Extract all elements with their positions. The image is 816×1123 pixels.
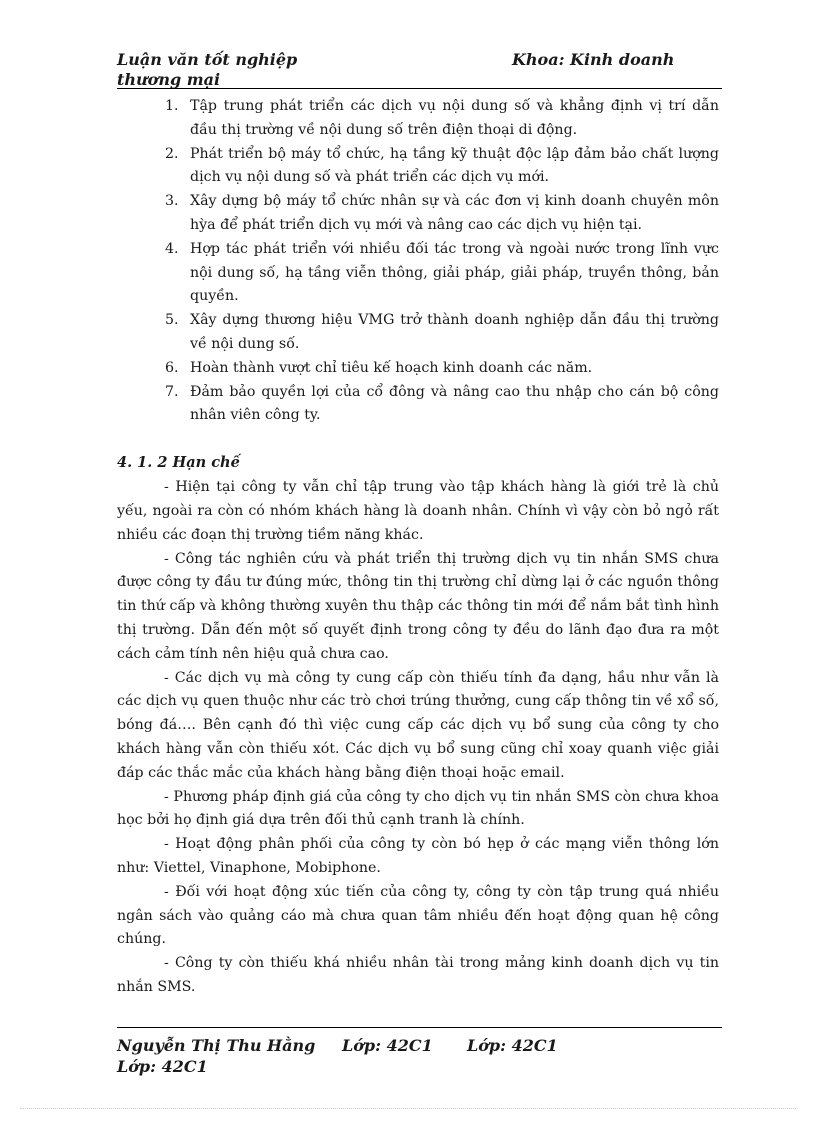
list-item — [165, 309, 719, 357]
header-title-line2: thương mại — [117, 70, 221, 89]
footer-rule — [117, 1027, 722, 1028]
list-item-number: 2. — [165, 145, 179, 162]
list-item-text: Phát triển bộ máy tổ chức, hạ tầng kỹ thuật độc lập đảm bảo chất lượng dịch vụ nội dung số và phát triển các dịch vụ mới. — [190, 145, 719, 186]
footer-author: Nguyễn Thị Thu Hằng — [117, 1036, 316, 1055]
paragraph: - Công ty còn thiếu khá nhiều nhân tài trong mảng kinh doanh dịch vụ tin nhắn SMS. — [117, 955, 719, 995]
page-bottom-divider — [20, 1108, 796, 1109]
list-item-number: 7. — [165, 383, 179, 400]
list-item-text: Xây dựng thương hiệu VMG trở thành doanh nghiệp dẫn đầu thị trường về nội dung số. — [190, 312, 719, 352]
list-item — [165, 357, 719, 381]
section-title: 4. 1. 2 Hạn chế — [117, 454, 240, 472]
header-faculty: Khoa: Kinh doanh — [512, 50, 675, 69]
list-item — [165, 143, 719, 191]
paragraph: - Công tác nghiên cứu và phát triển thị trường dịch vụ tin nhắn SMS chưa được công ty đầu tư đúng mức, thông tin thị trường chỉ dừng lại ở các nguồn thông tin thứ cấp và không thường xuyên thu thập các thông tin mới để nắm bắt tình hình thị trường. Dẫn đến một số quyết định trong công ty đều do lãnh đạo đưa ra một cách cảm tính nên hiệu quả chưa cao. — [117, 550, 719, 662]
list-item-text: Hoàn thành vượt chỉ tiêu kế hoạch kinh doanh các năm. — [190, 359, 593, 376]
paragraph: - Đối với hoạt động xúc tiến của công ty, công ty còn tập trung quá nhiều ngân sách vào quảng cáo mà chưa quan tâm nhiều đến hoạt động quan hệ công chúng. — [117, 883, 719, 948]
goals-list — [117, 95, 719, 428]
footer-class: Lớp: 42C1 — [117, 1057, 208, 1076]
paragraph: - Phương pháp định giá của công ty cho dịch vụ tin nhắn SMS còn chưa khoa học bởi họ định giá dựa trên đối thủ cạnh tranh là chính. — [117, 788, 719, 829]
header-title-line1: Luận văn tốt nghiệp — [117, 50, 298, 69]
list-item-text: Đảm bảo quyền lợi của cổ đông và nâng cao thu nhập cho cán bộ công nhân viên công ty. — [190, 383, 719, 424]
paragraph: - Các dịch vụ mà công ty cung cấp còn thiếu tính đa dạng, hầu như vẫn là các dịch vụ quen thuộc như các trò chơi trúng thưởng, cung cấp thông tin về xổ số, bóng đá…. Bên cạnh đó thì việc cung cấp các dịch vụ bổ sung của công ty cho khách hàng vẫn còn thiếu xót. Các dịch vụ bổ sung cũng chỉ xoay quanh việc giải đáp các thắc mắc của khách hàng bằng điện thoại hoặc email. — [117, 669, 719, 781]
list-item-text: Xây dựng bộ máy tổ chức nhân sự và các đơn vị kinh doanh chuyên môn hỳa để phát triển dịch vụ mới và nâng cao các dịch vụ hiện tại. — [190, 193, 719, 233]
list-item — [165, 190, 719, 238]
list-item-number: 6. — [165, 359, 179, 376]
list-item — [165, 238, 719, 309]
paragraph: - Hiện tại công ty vẫn chỉ tập trung vào tập khách hàng là giới trẻ là chủ yếu, ngoài ra còn có nhóm khách hàng là doanh nhân. Chính vì vậy còn bỏ ngỏ rất nhiều các đoạn thị trường tiềm năng khác. — [117, 479, 719, 543]
list-item-number: 4. — [165, 240, 179, 257]
list-item-number: 3. — [165, 193, 179, 210]
page-body — [117, 95, 719, 1000]
header-rule — [117, 88, 722, 89]
list-item-number: 5. — [165, 312, 179, 329]
list-item — [165, 381, 719, 429]
list-item — [165, 95, 719, 143]
list-item-text: Hợp tác phát triển với nhiều đối tác trong và ngoài nước trong lĩnh vực nội dung số, hạ tầng viễn thông, giải pháp, giải pháp, truyền thông, bản quyền. — [190, 240, 719, 305]
footer-class: Lớp: 42C1 — [467, 1036, 558, 1055]
paragraph: - Hoạt động phân phối của công ty còn bó hẹp ở các mạng viễn thông lớn như: Viettel, Vinaphone, Mobiphone. — [117, 836, 719, 876]
list-item-text: Tập trung phát triển các dịch vụ nội dung số và khẳng định vị trí dẫn đầu thị trường về nội dung số trên điện thoại di động. — [190, 98, 719, 138]
footer-class: Lớp: 42C1 — [342, 1036, 433, 1055]
list-item-number: 1. — [165, 98, 179, 114]
